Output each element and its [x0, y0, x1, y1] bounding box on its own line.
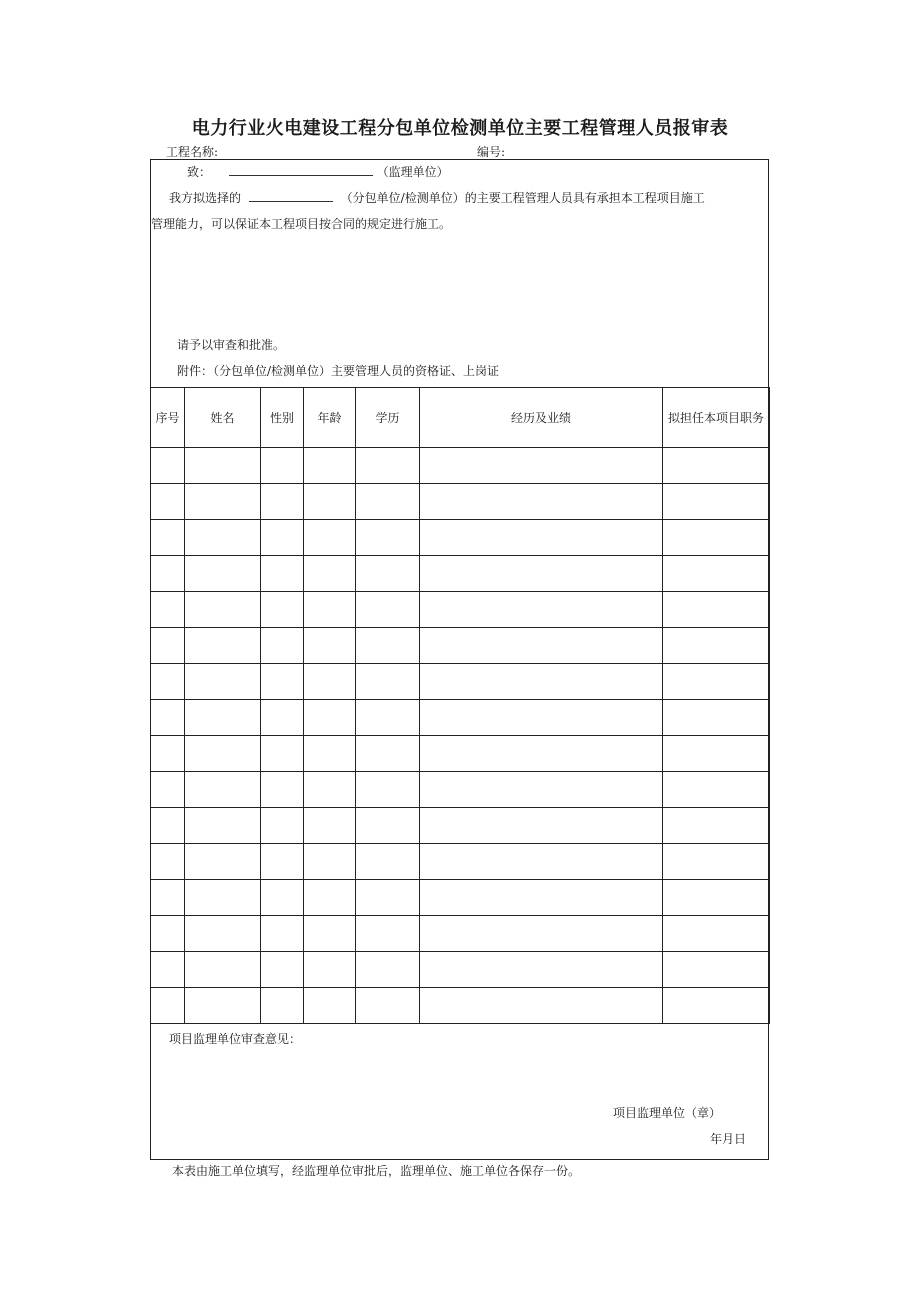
header-experience: 经历及业绩: [420, 388, 663, 448]
table-cell[interactable]: [356, 520, 420, 556]
table-cell[interactable]: [663, 952, 770, 988]
table-cell[interactable]: [663, 448, 770, 484]
table-cell[interactable]: [261, 952, 304, 988]
table-cell[interactable]: [663, 916, 770, 952]
table-cell[interactable]: [663, 592, 770, 628]
table-cell[interactable]: [261, 700, 304, 736]
table-cell[interactable]: [663, 484, 770, 520]
table-cell[interactable]: [356, 700, 420, 736]
table-cell[interactable]: [185, 664, 261, 700]
table-cell[interactable]: [304, 736, 356, 772]
table-row: [151, 700, 770, 736]
form-footnote: 本表由施工单位填写，经监理单位审批后，监理单位、施工单位各保存一份。: [172, 1164, 581, 1178]
project-name-label: 工程名称:: [166, 145, 219, 159]
table-cell[interactable]: [261, 916, 304, 952]
table-cell[interactable]: [663, 520, 770, 556]
table-row: [151, 916, 770, 952]
table-cell[interactable]: [420, 592, 663, 628]
date-label: 年月日: [710, 1132, 747, 1146]
table-cell[interactable]: [356, 880, 420, 916]
table-row: [151, 772, 770, 808]
table-cell[interactable]: [304, 448, 356, 484]
table-cell[interactable]: [151, 628, 185, 664]
table-cell[interactable]: [304, 952, 356, 988]
table-cell[interactable]: [185, 556, 261, 592]
header-position: 拟担任本项目职务: [663, 388, 770, 448]
supervisor-blank[interactable]: [229, 165, 373, 176]
table-cell[interactable]: [420, 700, 663, 736]
table-cell[interactable]: [663, 844, 770, 880]
table-cell[interactable]: [151, 556, 185, 592]
table-cell[interactable]: [185, 988, 261, 1024]
table-cell[interactable]: [185, 448, 261, 484]
table-row: [151, 844, 770, 880]
table-cell[interactable]: [304, 664, 356, 700]
table-cell[interactable]: [663, 556, 770, 592]
form-title: 电力行业火电建设工程分包单位检测单位主要工程管理人员报审表: [191, 118, 729, 139]
table-cell[interactable]: [185, 808, 261, 844]
table-cell[interactable]: [185, 700, 261, 736]
table-cell[interactable]: [261, 988, 304, 1024]
table-cell[interactable]: [261, 520, 304, 556]
table-cell[interactable]: [420, 844, 663, 880]
table-cell[interactable]: [356, 916, 420, 952]
table-cell[interactable]: [261, 808, 304, 844]
table-row: [151, 484, 770, 520]
table-cell[interactable]: [356, 952, 420, 988]
table-cell[interactable]: [261, 844, 304, 880]
to-label: 致：: [187, 165, 212, 179]
supervisor-unit-label: （监理单位）: [376, 165, 449, 179]
table-cell[interactable]: [304, 808, 356, 844]
serial-number-label: 编号:: [477, 145, 506, 159]
table-cell[interactable]: [185, 628, 261, 664]
table-cell[interactable]: [420, 556, 663, 592]
table-cell[interactable]: [261, 628, 304, 664]
table-cell[interactable]: [420, 880, 663, 916]
table-cell[interactable]: [304, 700, 356, 736]
table-cell[interactable]: [261, 448, 304, 484]
table-cell[interactable]: [151, 448, 185, 484]
table-row: [151, 592, 770, 628]
header-gender: 性别: [261, 388, 304, 448]
form-frame: [150, 159, 769, 1160]
table-cell[interactable]: [420, 736, 663, 772]
table-cell[interactable]: [356, 808, 420, 844]
table-cell[interactable]: [304, 844, 356, 880]
table-cell[interactable]: [261, 736, 304, 772]
table-cell[interactable]: [420, 448, 663, 484]
table-cell[interactable]: [185, 880, 261, 916]
table-cell[interactable]: [151, 988, 185, 1024]
table-cell[interactable]: [185, 844, 261, 880]
table-cell[interactable]: [356, 844, 420, 880]
table-cell[interactable]: [420, 484, 663, 520]
review-opinion-label: 项目监理单位审查意见：: [169, 1032, 302, 1046]
table-cell[interactable]: [356, 592, 420, 628]
table-cell[interactable]: [420, 520, 663, 556]
table-cell[interactable]: [261, 556, 304, 592]
table-cell[interactable]: [420, 628, 663, 664]
table-cell[interactable]: [185, 916, 261, 952]
table-cell[interactable]: [304, 520, 356, 556]
table-cell[interactable]: [304, 628, 356, 664]
table-cell[interactable]: [304, 916, 356, 952]
table-cell[interactable]: [356, 628, 420, 664]
table-cell[interactable]: [663, 628, 770, 664]
table-cell[interactable]: [356, 484, 420, 520]
addressee-line: [187, 163, 449, 180]
table-cell[interactable]: [151, 772, 185, 808]
staff-table: [150, 387, 770, 1024]
table-cell[interactable]: [185, 484, 261, 520]
table-cell[interactable]: [151, 952, 185, 988]
table-row: [151, 880, 770, 916]
table-cell[interactable]: [663, 664, 770, 700]
statement-line-1: [169, 189, 705, 206]
table-cell[interactable]: [663, 700, 770, 736]
table-row: [151, 736, 770, 772]
attachment-note: 附件：（分包单位/检测单位）主要管理人员的资格证、上岗证: [177, 364, 500, 378]
table-cell[interactable]: [151, 700, 185, 736]
table-cell[interactable]: [261, 664, 304, 700]
table-cell[interactable]: [151, 592, 185, 628]
table-row: [151, 808, 770, 844]
table-cell[interactable]: [304, 556, 356, 592]
table-row: [151, 556, 770, 592]
table-cell[interactable]: [356, 556, 420, 592]
table-cell[interactable]: [304, 988, 356, 1024]
table-cell[interactable]: [185, 592, 261, 628]
table-cell[interactable]: [420, 772, 663, 808]
supervisor-seal-label: 项目监理单位（章）: [613, 1106, 722, 1120]
table-cell[interactable]: [151, 844, 185, 880]
table-cell[interactable]: [663, 772, 770, 808]
table-cell[interactable]: [151, 880, 185, 916]
table-cell[interactable]: [663, 736, 770, 772]
statement-suffix: （分包单位/检测单位）的主要工程管理人员具有承担本工程项目施工: [340, 191, 705, 205]
table-cell[interactable]: [304, 772, 356, 808]
table-cell[interactable]: [151, 916, 185, 952]
table-row: [151, 988, 770, 1024]
table-cell[interactable]: [261, 772, 304, 808]
table-cell[interactable]: [185, 520, 261, 556]
table-cell[interactable]: [356, 988, 420, 1024]
staff-table-header: [151, 388, 770, 448]
table-cell[interactable]: [356, 448, 420, 484]
table-row: [151, 628, 770, 664]
header-education: 学历: [356, 388, 420, 448]
table-row: [151, 520, 770, 556]
header-age: 年龄: [304, 388, 356, 448]
table-cell[interactable]: [185, 772, 261, 808]
table-cell[interactable]: [261, 880, 304, 916]
table-cell[interactable]: [420, 664, 663, 700]
table-cell[interactable]: [151, 520, 185, 556]
table-cell[interactable]: [304, 592, 356, 628]
table-cell[interactable]: [151, 664, 185, 700]
subcontractor-blank[interactable]: [249, 191, 333, 202]
table-cell[interactable]: [420, 952, 663, 988]
table-row: [151, 952, 770, 988]
table-cell[interactable]: [304, 484, 356, 520]
table-row: [151, 664, 770, 700]
table-cell[interactable]: [185, 952, 261, 988]
table-cell[interactable]: [663, 808, 770, 844]
table-cell[interactable]: [261, 592, 304, 628]
statement-line-2: 管理能力，可以保证本工程项目按合同的规定进行施工。: [151, 217, 452, 231]
table-cell[interactable]: [356, 664, 420, 700]
header-name: 姓名: [185, 388, 261, 448]
statement-prefix: 我方拟选择的: [169, 191, 242, 205]
table-cell[interactable]: [151, 484, 185, 520]
table-cell[interactable]: [356, 736, 420, 772]
table-cell[interactable]: [420, 808, 663, 844]
table-cell[interactable]: [185, 736, 261, 772]
table-cell[interactable]: [304, 880, 356, 916]
table-cell[interactable]: [420, 916, 663, 952]
approval-request: 请予以审查和批准。: [177, 338, 286, 352]
table-cell[interactable]: [151, 736, 185, 772]
table-cell[interactable]: [261, 484, 304, 520]
table-cell[interactable]: [663, 988, 770, 1024]
table-row: [151, 448, 770, 484]
table-cell[interactable]: [356, 772, 420, 808]
table-cell[interactable]: [663, 880, 770, 916]
header-index: 序号: [151, 388, 185, 448]
table-cell[interactable]: [420, 988, 663, 1024]
table-cell[interactable]: [151, 808, 185, 844]
